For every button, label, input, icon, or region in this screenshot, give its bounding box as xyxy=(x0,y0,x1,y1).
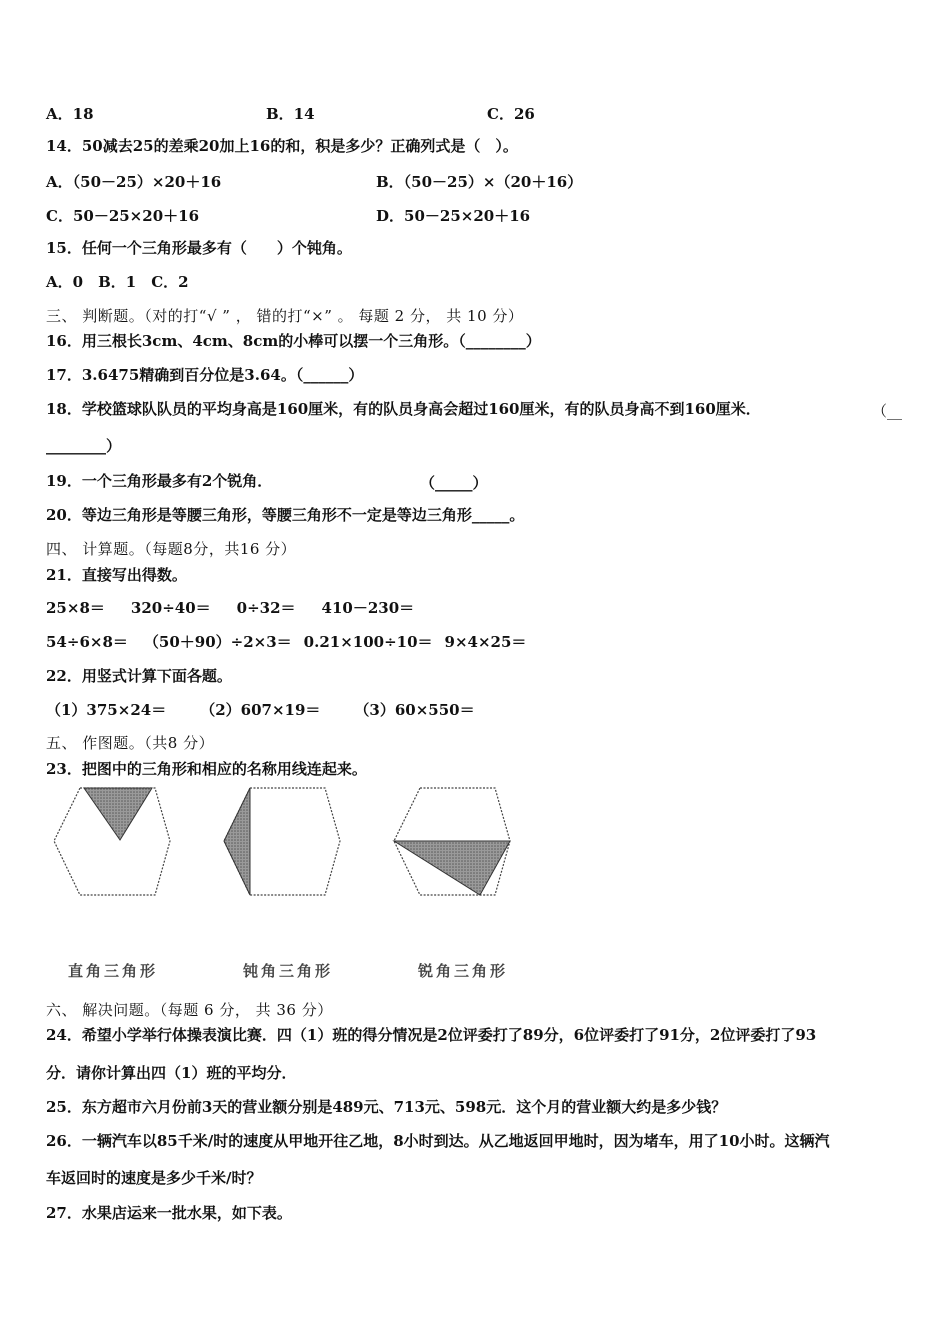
q15-options: A．0 B．1 C．2 xyxy=(46,273,189,291)
q25-text: 25．东方超市六月份前3天的营业额分别是489元、713元、598元．这个月的营业额大约是多少钱？ xyxy=(46,1098,727,1116)
section-6-heading: 六、 解决问题。（每题 6 分， 共 36 分） xyxy=(46,1001,333,1019)
q17-text: 17．3.6475精确到百分位是3.64。（______） xyxy=(46,366,364,384)
q19-text: 19．一个三角形最多有2个锐角． xyxy=(46,472,273,490)
q14-option-a: A．（50－25）×20＋16 xyxy=(46,173,222,191)
q14-option-d: D．50－25×20＋16 xyxy=(376,207,531,225)
q24-line2: 分．请你计算出四（1）班的平均分． xyxy=(46,1064,297,1082)
q14-stem: 14．50减去25的差乘20加上16的和，积是多少？正确列式是（ ）。 xyxy=(46,137,518,155)
calc-item: 0.21×100÷10＝ xyxy=(303,633,433,651)
calc-item: （3）60×550＝ xyxy=(354,701,475,719)
calc-item: （2）607×19＝ xyxy=(200,701,321,719)
q18-line1: 18．学校篮球队队员的平均身高是160厘米，有的队员身高会超过160厘米，有的队员身高不到160厘米． xyxy=(46,400,761,418)
q13-option-c: C．26 xyxy=(487,105,535,123)
q22-stem: 22．用竖式计算下面各题。 xyxy=(46,667,232,685)
q21-stem: 21．直接写出得数。 xyxy=(46,566,187,584)
q26-line1: 26．一辆汽车以85千米/时的速度从甲地开往乙地，8小时到达。从乙地返回甲地时，因为堵车，用了10小时。这辆汽 xyxy=(46,1132,830,1150)
q13-option-b: B．14 xyxy=(266,105,315,123)
q27-text: 27．水果店运来一批水果，如下表。 xyxy=(46,1204,292,1222)
q19-blank: （_____） xyxy=(420,474,488,492)
calc-item: 9×4×25＝ xyxy=(444,633,527,651)
q24-line1: 24．希望小学举行体操表演比赛．四（1）班的得分情况是2位评委打了89分，6位评委打了91分，2位评委打了93 xyxy=(46,1026,817,1044)
hexagon-2 xyxy=(224,788,340,895)
q22-items xyxy=(46,701,501,719)
q13-option-a: A．18 xyxy=(46,105,94,123)
label-obtuse-triangle: 钝角三角形 xyxy=(243,962,334,980)
calc-item: 320÷40＝ xyxy=(130,599,211,617)
section-4-heading: 四、 计算题。（每题8分，共16 分） xyxy=(46,540,297,558)
q14-option-b: B．（50－25）×（20＋16） xyxy=(376,173,583,191)
hexagon-3 xyxy=(394,788,510,895)
calc-item: （50＋90）÷2×3＝ xyxy=(143,633,292,651)
q20-text: 20．等边三角形是等腰三角形，等腰三角形不一定是等边三角形_____。 xyxy=(46,506,525,524)
section-3-heading: 三、 判断题。（对的打“√ ” ， 错的打“×” 。 每题 2 分， 共 10 分） xyxy=(46,307,524,325)
q14-option-c: C．50－25×20＋16 xyxy=(46,207,200,225)
calc-item: 25×8＝ xyxy=(46,599,105,617)
label-acute-triangle: 锐角三角形 xyxy=(418,962,509,980)
calc-item: 410－230＝ xyxy=(321,599,415,617)
q15-stem: 15．任何一个三角形最多有（ ）个钝角。 xyxy=(46,239,352,257)
q18-blank: （__ xyxy=(872,402,903,420)
q16-text: 16．用三根长3cm、4cm、8cm的小棒可以摆一个三角形。（________） xyxy=(46,332,541,350)
section-5-heading: 五、 作图题。（共8 分） xyxy=(46,734,215,752)
calc-item: 54÷6×8＝ xyxy=(46,633,128,651)
hexagon-1 xyxy=(54,788,170,895)
hexagon-figures xyxy=(40,785,540,915)
q26-line2: 车返回时的速度是多少千米/时？ xyxy=(46,1169,262,1187)
q18-line2: ________） xyxy=(46,437,122,455)
label-right-triangle: 直角三角形 xyxy=(68,962,159,980)
q21-row-2 xyxy=(46,633,552,651)
calc-item: （1）375×24＝ xyxy=(46,701,167,719)
q23-stem: 23．把图中的三角形和相应的名称用线连起来。 xyxy=(46,760,367,778)
calc-item: 0÷32＝ xyxy=(236,599,296,617)
q21-row-1 xyxy=(46,599,440,617)
